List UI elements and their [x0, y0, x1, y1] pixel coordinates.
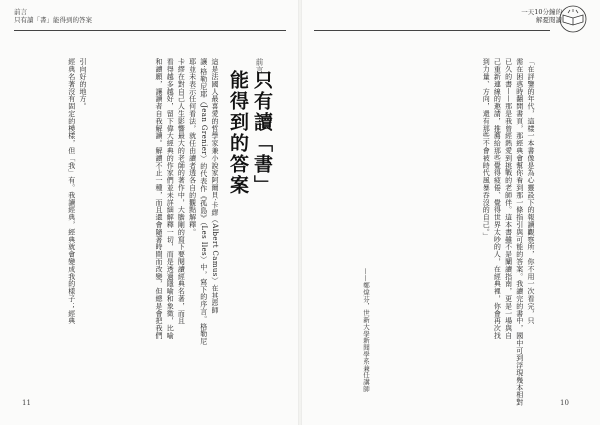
quote-attribution: ——鄭煒芬，世新大學新聞學系兼任講師: [362, 268, 370, 393]
quote-line: 到力量、方向，還有那些不會被時代風暴吞沒的自己。」: [482, 58, 491, 240]
quote-line: 己重新連線的邀請，推薦給那些覺得疲倦、覺得世界太吵的人，在經典裡，你會再次找: [493, 58, 502, 340]
quote-line: 已久的書——那是我曾經熱愛到挑戰的老師伴。這本書雖不是闡讀指南，更是一場與自: [504, 58, 513, 340]
left-body-text: [100, 58, 220, 358]
right-running-head-line1: 一天10分鐘的: [521, 8, 562, 16]
paragraph-line: 和讀願，讓讀者自我解讀。解讀不止一種，而且還會隨著時間而改變，但總是會把我們: [154, 58, 163, 340]
left-header-rule: [14, 30, 286, 31]
quote-line: 「在評鑒的年代，這樣一本書像是為心靈設下的報讀觀察所，你不用一次看完，只: [527, 58, 535, 325]
page-gutter: [298, 0, 302, 425]
chapter-title-line-1: 只有讀「書」: [251, 70, 273, 196]
quote-line: 需在困惑時翻開書頁，那經典會幫你看到那一條指引與可能的答案。我讀完的書中，國中可到浮現幾本相對: [515, 58, 524, 406]
left-running-head-label: 前言: [14, 8, 27, 16]
left-running-head-title: 只有讀「書」能得到的答案: [14, 16, 92, 24]
paragraph-line: 引向好的地方。: [79, 58, 87, 110]
chapter-label: 前言: [255, 58, 264, 74]
open-book-logo-icon: [556, 4, 590, 34]
chapter-title-line-2: 能得到的答案: [227, 70, 249, 196]
left-body-continued: [16, 58, 88, 368]
paragraph-line: 耶並未表示任何看法，就任由讀者透各自的觀點解釋。: [188, 58, 197, 236]
paragraph-line: 卡繆在對自己人生影響最大的老師的著作中，大膽剛的寫下要閱讀經典名著，而且: [177, 58, 186, 325]
right-page-number: 10: [560, 399, 569, 407]
paragraph-line: 讓‧格勒尼耶（Jean Grenier）的代表作《孤島》（Les Iles）中，寫下的序言。格勒尼: [199, 58, 208, 345]
left-running-head: [14, 8, 92, 24]
paragraph-line: 看得越多越好，留下偉大經典的作家們並未詳細解釋一切，而是透過隱喻和象徵，比喻: [166, 58, 175, 340]
paragraph-line: 這是法國人最喜愛的哲學家兼小說家阿爾貝‧卡繆（Albert Camus）在其恩師: [211, 58, 219, 314]
paragraph-line: 經典名著沒有固定的模樣，但「我」有。我讀經典，經典就會變成我的樣子；經典: [67, 58, 76, 325]
right-running-head-line2: 解憂閱讀: [536, 16, 562, 24]
chapter-title: [226, 70, 274, 196]
right-header-rule: [314, 30, 550, 31]
left-page-number: 11: [22, 399, 31, 407]
